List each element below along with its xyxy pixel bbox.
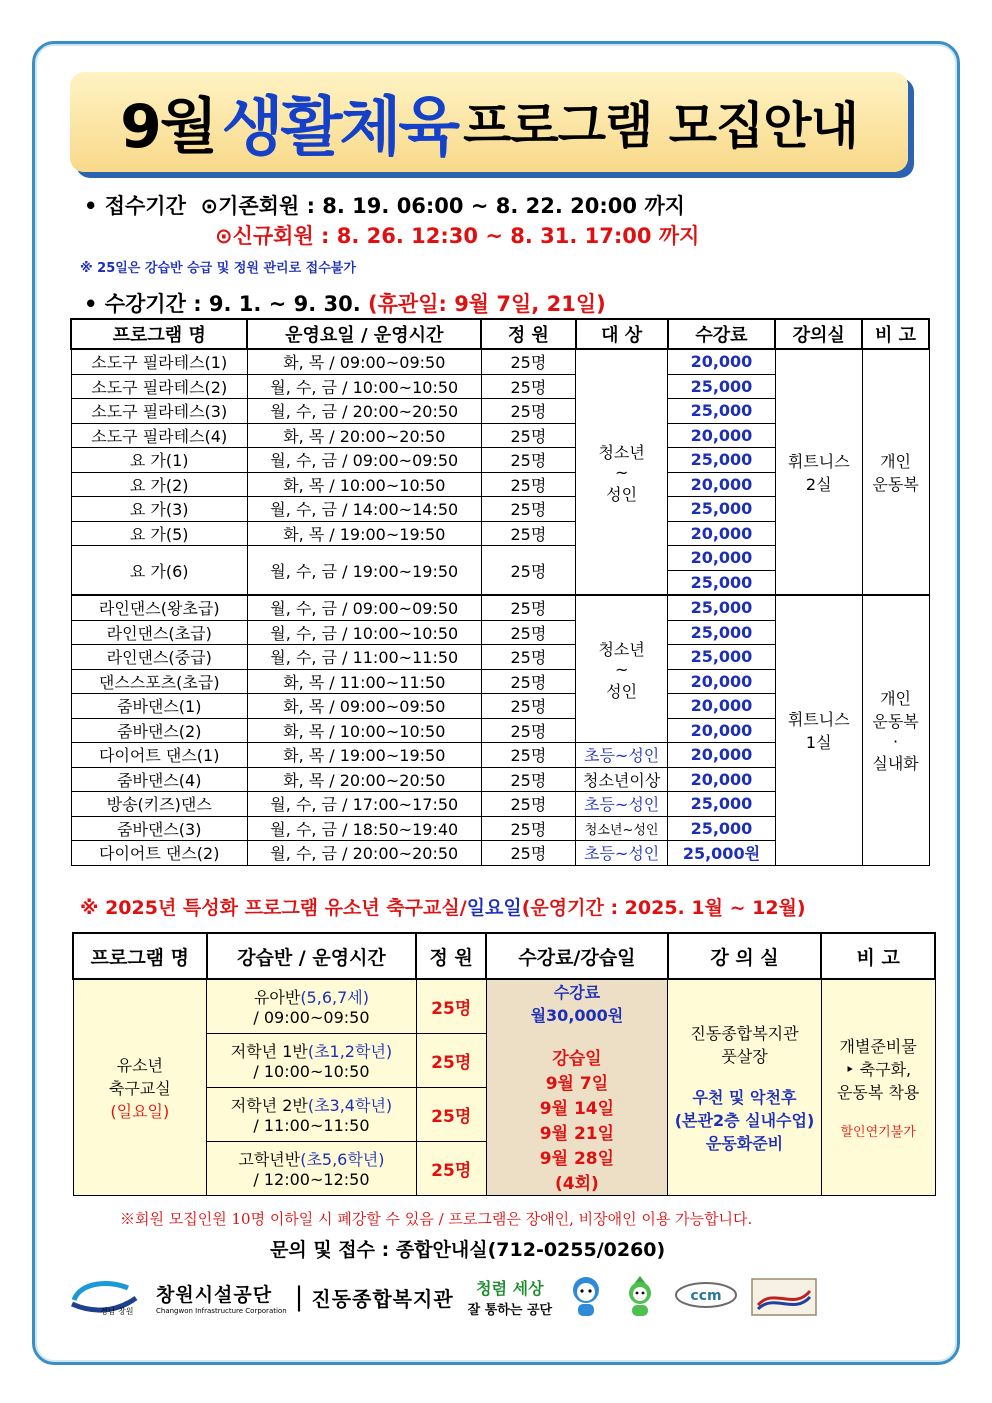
program-capacity: 25명 — [481, 694, 576, 719]
program-fee: 20,000 — [668, 669, 776, 694]
soccer-program: 유소년 축구교실 (일요일) — [73, 979, 207, 1195]
program-time: 화, 목 / 20:00~20:50 — [247, 767, 481, 792]
program-name: 줌바댄스(1) — [71, 694, 247, 719]
program-time: 월, 수, 금 / 18:50~19:40 — [247, 816, 481, 841]
program-name: 소도구 필라테스(2) — [71, 374, 247, 399]
program-capacity: 25명 — [481, 645, 576, 670]
program-time: 월, 수, 금 / 09:00~09:50 — [247, 448, 481, 473]
program-capacity: 25명 — [481, 792, 576, 817]
registration-note: ※ 25일은 강습반 승급 및 정원 관리로 접수불가 — [80, 261, 356, 276]
program-time: 화, 목 / 10:00~10:50 — [247, 472, 481, 497]
room-group-2: 휘트니스 1실 — [775, 595, 862, 865]
program-capacity: 25명 — [481, 546, 576, 596]
soccer-class: 저학년 1반(초1,2학년) / 10:00~10:50 — [207, 1033, 417, 1087]
program-fee: 20,000 — [668, 767, 776, 792]
program-fee: 20,000 — [668, 349, 776, 374]
soccer-header: 프로그램 명 강습반 / 운영시간 정 원 수강료/강습일 강 의 실 비 고 — [73, 933, 935, 979]
org-name-welfare-center: 진동종합복지관 — [311, 1286, 454, 1311]
program-name: 요 가(5) — [71, 521, 247, 546]
note-group-1: 개인 운동복 — [862, 349, 929, 595]
program-name: 라인댄스(중급) — [71, 645, 247, 670]
special-program-title: ※ 2025년 특성화 프로그램 유소년 축구교실/일요일(운영기간 : 2025. 1월 ~ 12월) — [80, 897, 806, 919]
soccer-capacity: 25명 — [416, 1087, 486, 1141]
program-target: 청소년이상 — [576, 767, 668, 792]
table-header: 프로그램 명 운영요일 / 운영시간 정 원 대 상 수강료 강의실 비 고 — [71, 319, 929, 349]
program-capacity: 25명 — [481, 497, 576, 522]
program-time: 화, 목 / 09:00~09:50 — [247, 349, 481, 374]
title-sports: 생활체육 — [221, 91, 458, 165]
org-divider: | — [294, 1282, 304, 1312]
program-capacity: 25명 — [481, 374, 576, 399]
program-fee: 25,000 — [668, 816, 776, 841]
program-name: 줌바댄스(4) — [71, 767, 247, 792]
program-time: 화, 목 / 20:00~20:50 — [247, 423, 481, 448]
program-name: 댄스스포츠(초급) — [71, 669, 247, 694]
program-target: 초등~성인 — [576, 841, 668, 866]
program-target: 초등~성인 — [576, 743, 668, 768]
soccer-class: 고학년반(초5,6학년) / 12:00~12:50 — [207, 1141, 417, 1195]
program-name: 라인댄스(왕초급) — [71, 595, 247, 620]
org-name-corporation: 창원시설공단 Changwon Infrastructure Corporation — [156, 1283, 287, 1315]
page-title — [70, 72, 908, 172]
program-capacity: 25명 — [481, 349, 576, 374]
soccer-capacity: 25명 — [416, 1033, 486, 1087]
mascot-blue-icon — [566, 1274, 606, 1320]
program-name: 다이어트 댄스(2) — [71, 841, 247, 866]
slogan: 청렴 세상 잘 통하는 공단 — [467, 1279, 553, 1318]
title-month: 9월 — [120, 92, 216, 162]
registration-existing: • 접수기간 ⊙기존회원 : 8. 19. 06:00 ~ 8. 22. 20:00 까지 — [84, 194, 685, 218]
ccm-text: ccm — [690, 1288, 722, 1304]
program-time: 월, 수, 금 / 09:00~09:50 — [247, 595, 481, 620]
soccer-table — [72, 932, 936, 1196]
program-name: 줌바댄스(3) — [71, 816, 247, 841]
program-time: 월, 수, 금 / 19:00~19:50 — [247, 546, 481, 596]
program-time: 월, 수, 금 / 14:00~14:50 — [247, 497, 481, 522]
soccer-row — [73, 979, 935, 1033]
program-fee: 20,000 — [668, 743, 776, 768]
target-group-2: 청소년 ~ 성인 — [576, 595, 668, 743]
registration-new: ⊙신규회원 : 8. 26. 12:30 ~ 8. 31. 17:00 까지 — [215, 224, 700, 248]
soccer-capacity: 25명 — [416, 1141, 486, 1195]
program-fee: 25,000 — [668, 448, 776, 473]
soccer-capacity: 25명 — [416, 979, 486, 1033]
table-row — [71, 595, 929, 620]
certification-mark-icon — [750, 1277, 818, 1317]
soccer-fee-days: 수강료 월30,000원 강습일 9월 7일 9월 14일 9월 21일 9월 28일 (4회) — [486, 979, 668, 1195]
table-row — [71, 349, 929, 374]
mascot-green-icon — [620, 1274, 660, 1320]
program-fee: 20,000 — [668, 472, 776, 497]
program-name: 소도구 필라테스(4) — [71, 423, 247, 448]
program-fee: 25,000 — [668, 620, 776, 645]
program-capacity: 25명 — [481, 399, 576, 424]
program-name: 요 가(1) — [71, 448, 247, 473]
program-capacity: 25명 — [481, 669, 576, 694]
program-time: 화, 목 / 19:00~19:50 — [247, 521, 481, 546]
program-name: 요 가(6) — [71, 546, 247, 596]
program-target: 청소년~성인 — [576, 816, 668, 841]
program-capacity: 25명 — [481, 841, 576, 866]
soccer-room: 진동종합복지관 풋살장 우천 및 악천후 (본관2층 실내수업) 운동화준비 — [668, 979, 822, 1195]
program-name: 소도구 필라테스(3) — [71, 399, 247, 424]
soccer-note: 개별준비물 ‣ 축구화, 운동복 착용 할인연기불가 — [821, 979, 935, 1195]
program-capacity: 25명 — [481, 620, 576, 645]
program-time: 화, 목 / 09:00~09:50 — [247, 694, 481, 719]
program-capacity: 25명 — [481, 423, 576, 448]
program-name: 다이어트 댄스(1) — [71, 743, 247, 768]
footer-logos — [70, 1270, 936, 1324]
soccer-class: 저학년 2반(초3,4학년) / 11:00~11:50 — [207, 1087, 417, 1141]
program-capacity: 25명 — [481, 767, 576, 792]
program-name: 요 가(3) — [71, 497, 247, 522]
closure-footnote: ※회원 모집인원 10명 이하일 시 폐강할 수 있음 / 프로그램은 장애인, 비장애인 이용 가능합니다. — [120, 1210, 753, 1228]
program-capacity: 25명 — [481, 816, 576, 841]
program-time: 월, 수, 금 / 20:00~20:50 — [247, 841, 481, 866]
program-time: 월, 수, 금 / 17:00~17:50 — [247, 792, 481, 817]
program-time: 월, 수, 금 / 11:00~11:50 — [247, 645, 481, 670]
program-fee: 20,000 — [668, 694, 776, 719]
program-time: 월, 수, 금 / 10:00~10:50 — [247, 620, 481, 645]
program-fee: 25,000 — [668, 570, 776, 595]
program-fee: 25,000 — [668, 595, 776, 620]
program-name: 라인댄스(초급) — [71, 620, 247, 645]
program-time: 화, 목 / 10:00~10:50 — [247, 718, 481, 743]
program-capacity: 25명 — [481, 743, 576, 768]
program-fee: 20,000 — [668, 718, 776, 743]
program-name: 요 가(2) — [71, 472, 247, 497]
program-name: 소도구 필라테스(1) — [71, 349, 247, 374]
program-time: 화, 목 / 19:00~19:50 — [247, 743, 481, 768]
program-fee: 20,000 — [668, 423, 776, 448]
program-table — [70, 318, 930, 866]
logo-text: 경남 창원 — [100, 1307, 134, 1316]
program-capacity: 25명 — [481, 448, 576, 473]
program-capacity: 25명 — [481, 718, 576, 743]
program-name: 방송(키즈)댄스 — [71, 792, 247, 817]
program-fee: 25,000 — [668, 399, 776, 424]
program-target: 초등~성인 — [576, 792, 668, 817]
gyeongnam-logo-icon — [70, 1278, 142, 1316]
program-fee: 20,000 — [668, 521, 776, 546]
note-group-2: 개인 운동복 · 실내화 — [862, 595, 929, 865]
title-rest: 프로그램 모집안내 — [463, 97, 858, 155]
program-fee: 25,000 — [668, 374, 776, 399]
program-name: 줌바댄스(2) — [71, 718, 247, 743]
course-period: • 수강기간 : 9. 1. ~ 9. 30. (휴관일: 9월 7일, 21일) — [84, 292, 606, 316]
ccm-logo-icon — [670, 1279, 742, 1315]
program-fee: 25,000 — [668, 792, 776, 817]
program-time: 월, 수, 금 / 10:00~10:50 — [247, 374, 481, 399]
program-fee: 20,000 — [668, 546, 776, 571]
target-group-1: 청소년 ~ 성인 — [576, 349, 668, 595]
program-time: 월, 수, 금 / 20:00~20:50 — [247, 399, 481, 424]
program-time: 화, 목 / 11:00~11:50 — [247, 669, 481, 694]
program-fee: 25,000 — [668, 645, 776, 670]
program-capacity: 25명 — [481, 595, 576, 620]
program-fee: 25,000원 — [668, 841, 776, 866]
room-group-1: 휘트니스 2실 — [775, 349, 862, 595]
soccer-class: 유아반(5,6,7세) / 09:00~09:50 — [207, 979, 417, 1033]
contact-info: 문의 및 접수 : 종합안내실(712-0255/0260) — [270, 1239, 666, 1261]
program-fee: 25,000 — [668, 497, 776, 522]
program-capacity: 25명 — [481, 521, 576, 546]
program-capacity: 25명 — [481, 472, 576, 497]
